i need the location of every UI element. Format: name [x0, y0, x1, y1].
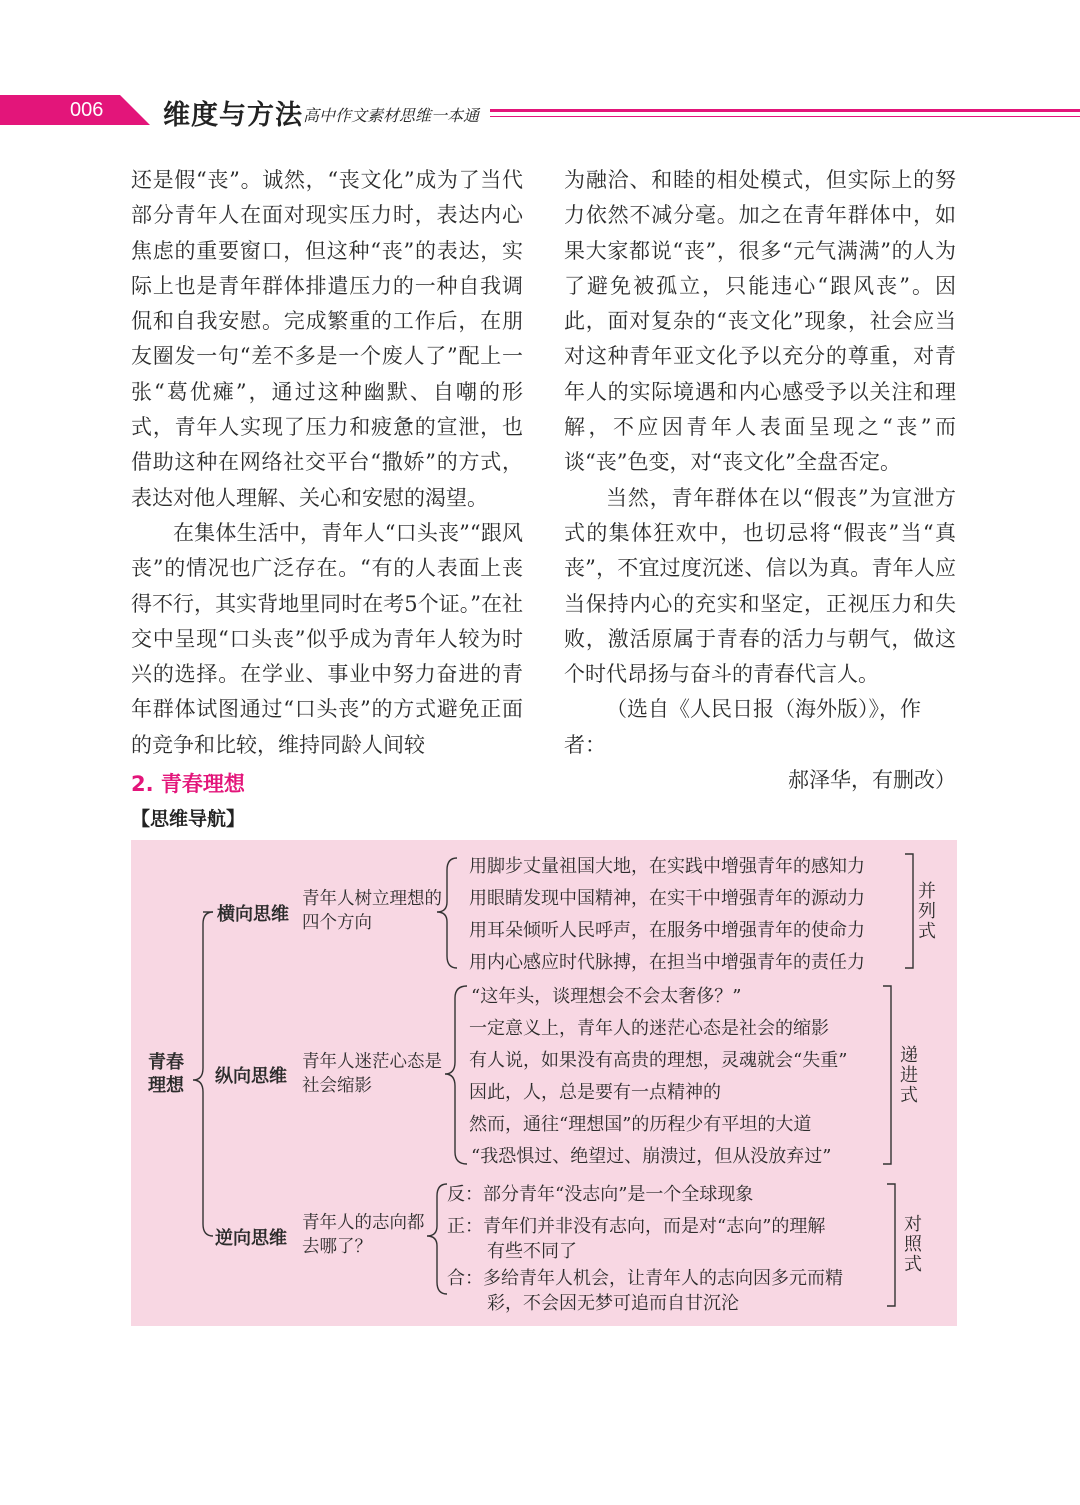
root-brace [193, 912, 213, 1236]
paragraph: 当然，青年群体在以“假丧”为宣泄方式的集体狂欢中，也切忌将“假丧”当“真丧”，不宜过度沉迷、信以为真。青年人应当保持内心的充实和坚定，正视压力和失败，激活原属于青春的活力与朝气，做这个时代昂扬与奋斗的青春代言人。 [564, 485, 956, 687]
type-bracket-1 [905, 854, 913, 968]
branch-item: 用内心感应时代脉搏，在担当中增强青年的责任力 [469, 952, 865, 973]
branch-type: 递进式 [900, 1045, 918, 1106]
branch-item: 正：青年们并非没有志向，而是对“志向”的理解 [447, 1216, 826, 1237]
mind-map [131, 840, 957, 1326]
left-column [131, 163, 523, 763]
branch-name-reverse: 逆向思维 [215, 1228, 287, 1249]
branch-item: 用耳朵倾听人民呼声，在服务中增强青年的使命力 [469, 920, 865, 941]
page-number: 006 [70, 99, 104, 121]
branch-item: 反：部分青年“没志向”是一个全球现象 [447, 1184, 754, 1205]
branch-desc: 青年人的志向都去哪了？ [302, 1213, 425, 1257]
source-citation: （选自《人民日报（海外版）》，作者： [564, 697, 921, 757]
branch-item: 用眼睛发现中国精神，在实干中增强青年的源动力 [469, 888, 865, 909]
branch-item: 合：多给青年人机会，让青年人的志向因多元而精 [447, 1268, 843, 1289]
branch2-brace [445, 986, 467, 1164]
source-citation-cont: 郝泽华，有删改） [788, 768, 956, 793]
mindmap-root: 青春理想 [148, 1052, 184, 1096]
branch-desc: 青年人树立理想的四个方向 [302, 889, 442, 933]
branch-item-cont: 有些不同了 [487, 1241, 577, 1262]
branch-item: 因此，人，总是要有一点精神的 [469, 1082, 721, 1103]
book-title: 维度与方法 [163, 100, 303, 131]
branch-item: “我恐惧过、绝望过、崩溃过，但从没放弃过” [471, 1146, 832, 1167]
branch-name-vertical: 纵向思维 [215, 1066, 287, 1087]
paragraph: 在集体生活中，青年人“口头丧”“跟风丧”的情况也广泛存在。“有的人表面上丧得不行，其实背地里同时在考5个证。”在社交中呈现“口头丧”似乎成为青年人较为时兴的选择。在学业、事业中努力奋进的青年群体试图通过“口头丧”的方式避免正面的竞争和比较，维持同龄人间较 [131, 520, 523, 757]
branch-name-horizontal: 横向思维 [217, 904, 289, 925]
branch-item: “这年头，谈理想会不会太奢侈？” [471, 986, 742, 1007]
branch-desc: 青年人迷茫心态是社会缩影 [302, 1052, 442, 1096]
book-subtitle: 高中作文素材思维一本通 [303, 106, 480, 125]
branch-item: 用脚步丈量祖国大地，在实践中增强青年的感知力 [469, 856, 865, 877]
branch-type: 对照式 [904, 1214, 922, 1275]
thinking-navigation-label: 【思维导航】 [131, 808, 246, 830]
branch-item-cont: 彩，不会因无梦可追而自甘沉沦 [487, 1293, 739, 1314]
type-bracket-2 [883, 986, 891, 1164]
branch3-brace [427, 1184, 447, 1294]
header-rule [490, 109, 1080, 112]
header-rule-thin [490, 116, 1080, 117]
branch-item: 一定意义上，青年人的迷茫心态是社会的缩影 [469, 1018, 829, 1039]
type-bracket-3 [887, 1184, 895, 1306]
branch-item: 然而，通往“理想国”的历程少有平坦的大道 [469, 1114, 812, 1135]
branch-item: 有人说，如果没有高贵的理想，灵魂就会“失重” [469, 1050, 848, 1071]
branch-type: 并列式 [918, 881, 936, 942]
paragraph: 还是假“丧”。诚然，“丧文化”成为了当代部分青年人在面对现实压力时，表达内心焦虑的重要窗口，但这种“丧”的表达，实际上也是青年群体排遣压力的一种自我调侃和自我安慰。完成繁重的工作后，在朋友圈发一句“差不多是一个废人了”配上一张“葛优瘫”，通过这种幽默、自嘲的形式，青年人实现了压力和疲惫的宣泄，也借助这种在网络社交平台“撒娇”的方式，表达对他人理解、关心和安慰的渴望。 [131, 168, 523, 510]
right-column [564, 163, 956, 798]
paragraph: 为融洽、和睦的相处模式，但实际上的努力依然不减分毫。加之在青年群体中，如果大家都说“丧”，很多“元气满满”的人为了避免被孤立，只能违心“跟风丧”。因此，面对复杂的“丧文化”现象，社会应当对这种青年亚文化予以充分的尊重，对青年人的实际境遇和内心感受予以关注和理解，不应因青年人表面呈现之“丧”而谈“丧”色变，对“丧文化”全盘否定。 [564, 168, 956, 475]
section-title: 2. 青春理想 [131, 772, 245, 796]
